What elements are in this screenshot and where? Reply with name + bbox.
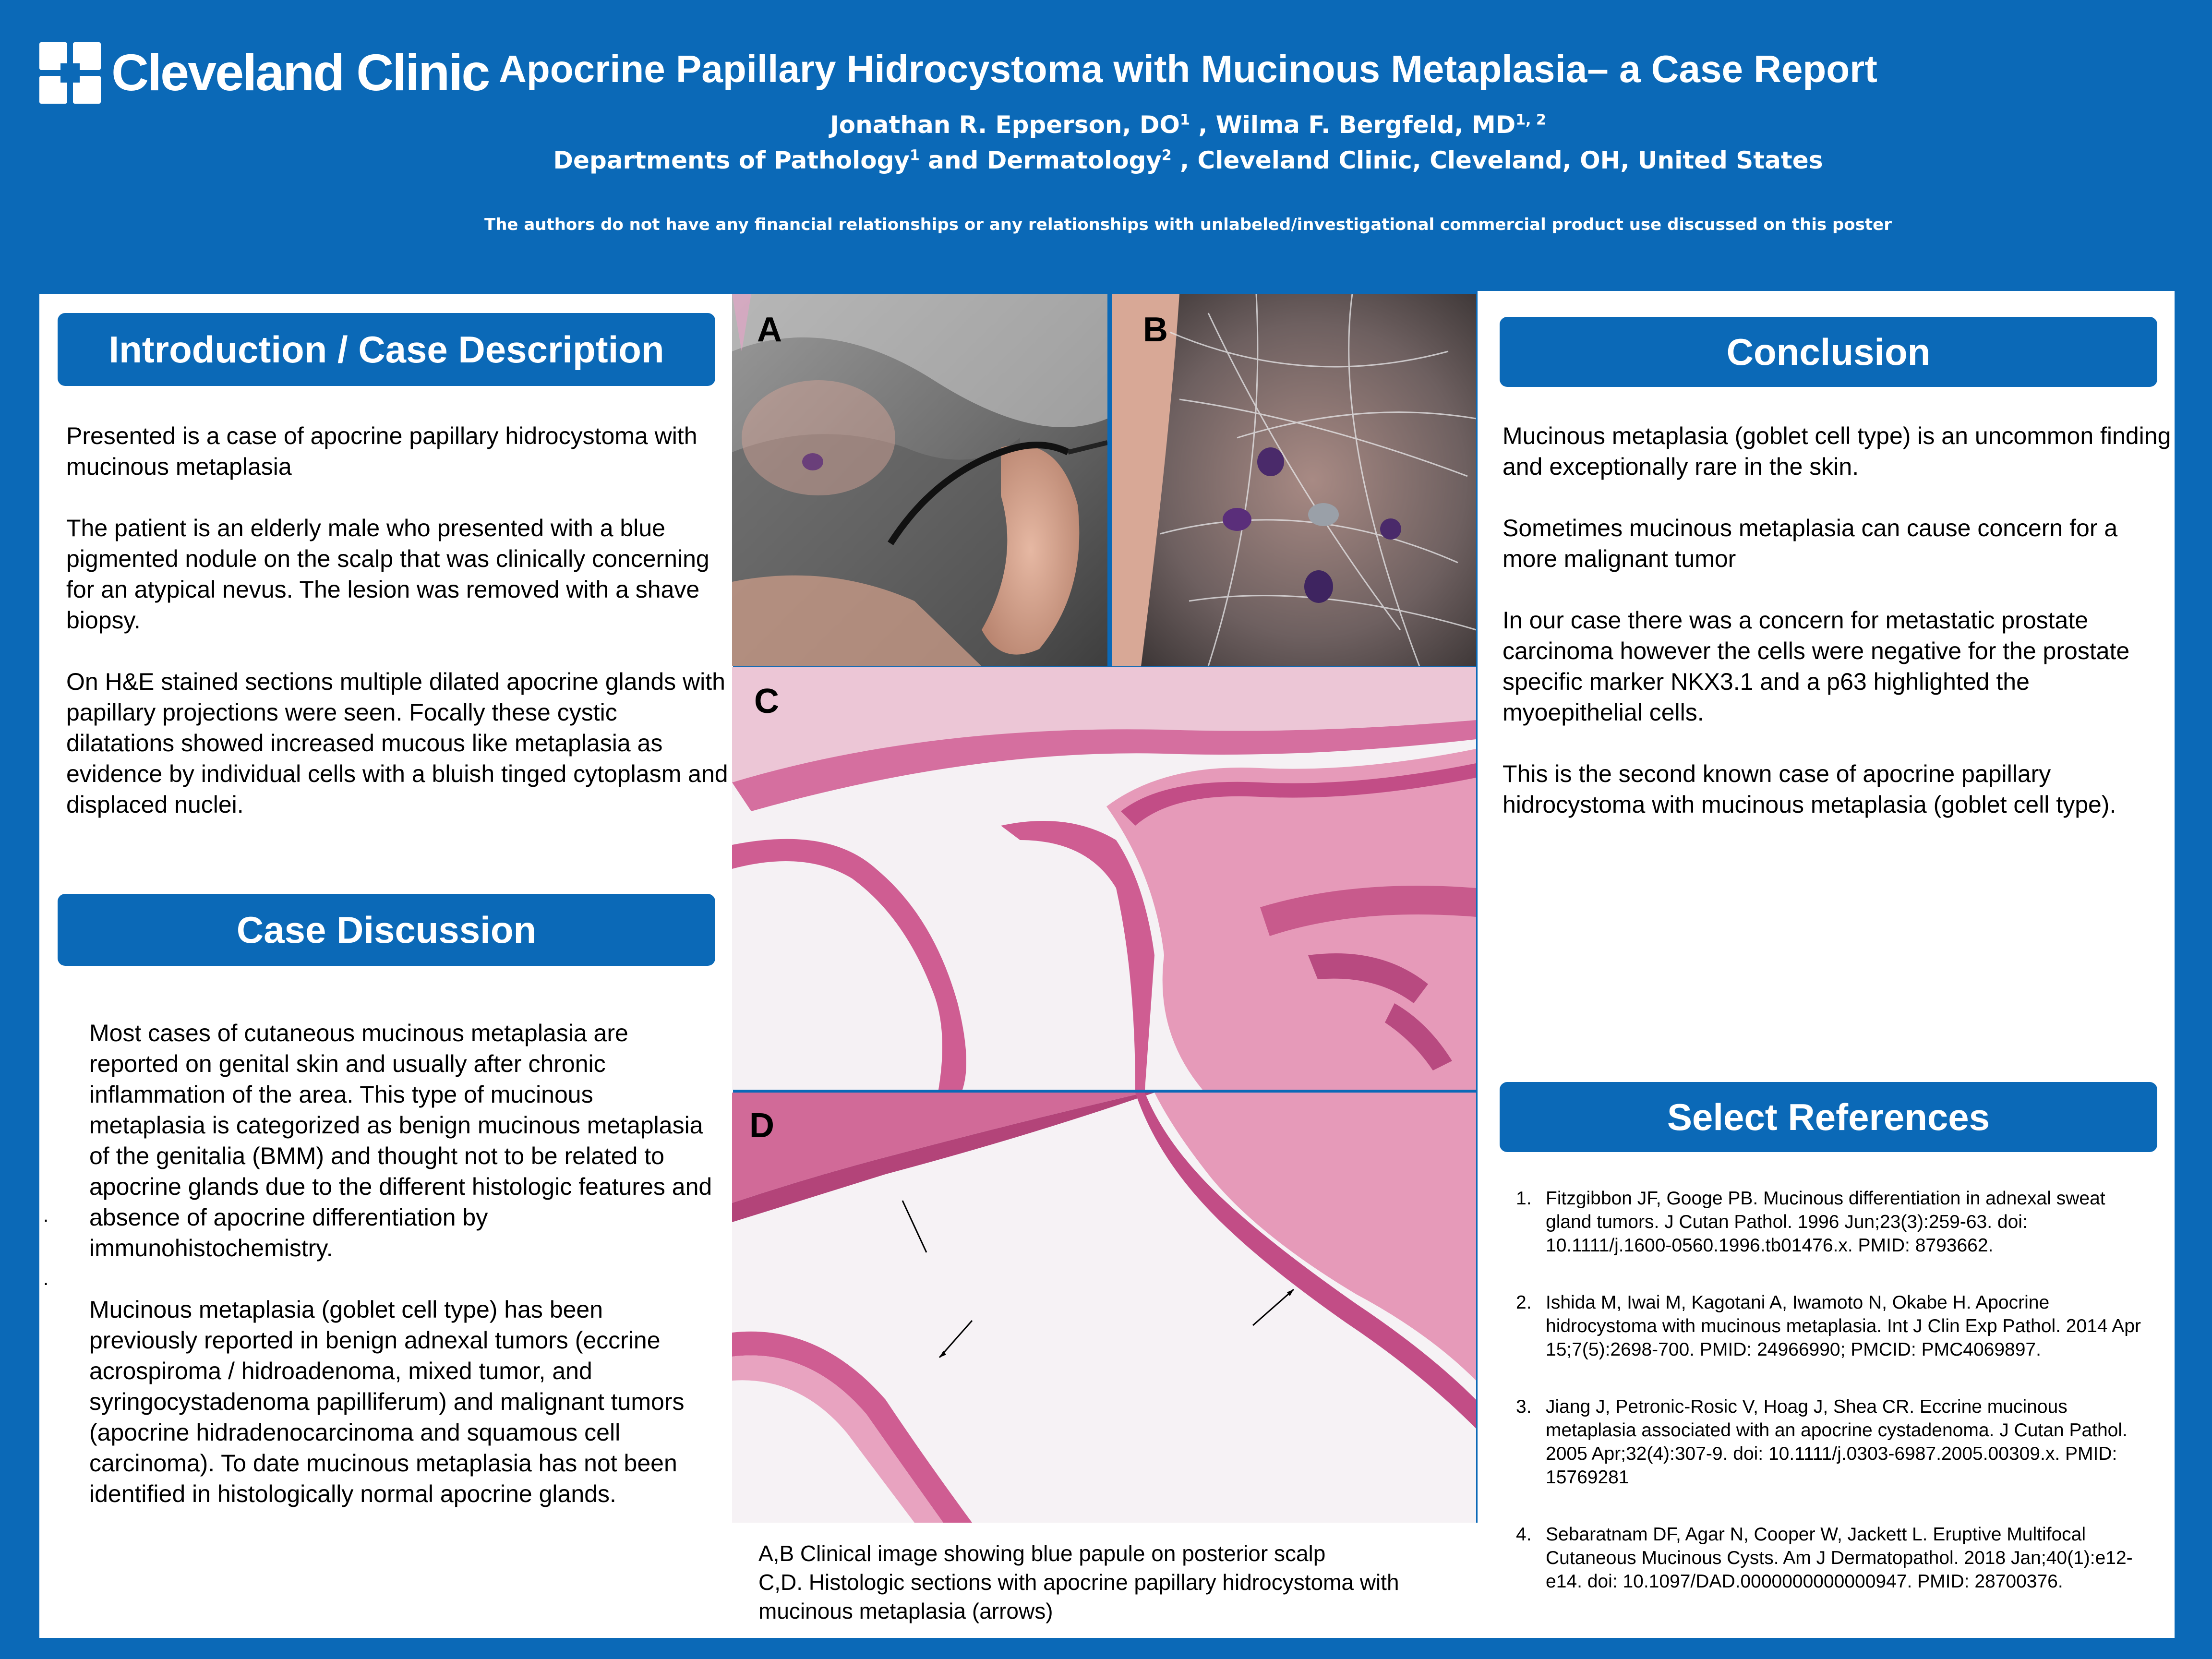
stray-dot-1: .: [43, 1205, 49, 1226]
references-heading: Select References: [1500, 1082, 2157, 1152]
dept-pathology-sup: 1: [910, 147, 920, 164]
author-separator: ,: [1190, 111, 1216, 139]
figure-caption: [758, 1539, 1469, 1625]
conclusion-paragraph-2: Sometimes mucinous metaplasia can cause concern for a more malignant tumor: [1503, 515, 2118, 572]
conclusion-paragraph-4: This is the second known case of apocrine papillary hidrocystoma with mucinous metaplasia (goblet cell type).: [1503, 760, 2116, 818]
reference-item: 4. Sebaratnam DF, Agar N, Cooper W, Jackett L. Eruptive Multifocal Cutaneous Mucinous Cysts. Am J Dermatopathol. 2018 Jan;40(1):e12-e14. doi: 10.1097/DAD.0000000000000947. PMID: 28700376.: [1516, 1524, 2133, 1592]
cleveland-clinic-logo-icon: [39, 42, 101, 104]
author-2: Wilma F. Bergfeld, MD: [1215, 111, 1516, 139]
references-list: [1516, 1187, 2154, 1627]
author-2-affiliation: 1, 2: [1515, 111, 1546, 129]
author-1-affiliation: 1: [1179, 111, 1190, 129]
histology-section-d-icon: [732, 1093, 1476, 1523]
author-1: Jonathan R. Epperson, DO: [830, 111, 1180, 139]
right-column: [1478, 291, 2175, 1638]
discussion-body: [89, 1018, 713, 1540]
conclusion-paragraph-3: In our case there was a concern for metastatic prostate carcinoma however the cells were negative for the prostate specific marker NKX3.1 and a p63 highlighted the myoepithelial cells.: [1503, 607, 2130, 726]
dept-dermatology: and Dermatology: [919, 146, 1162, 174]
intro-paragraph-1: Presented is a case of apocrine papillary hidrocystoma with mucinous metaplasia: [66, 422, 697, 480]
conclusion-heading: Conclusion: [1500, 317, 2157, 387]
reference-item: 1. Fitzgibbon JF, Googe PB. Mucinous differentiation in adnexal sweat gland tumors. J Cutan Pathol. 1996 Jun;23(3):259-63. doi: 10.1111/j.1600-0560.1996.tb01476.x. PMID: 8793662.: [1516, 1188, 2105, 1256]
dept-dermatology-sup: 2: [1161, 147, 1172, 164]
scalp-closeup-photo-b-icon: [1112, 294, 1476, 666]
reference-item: 3. Jiang J, Petronic-Rosic V, Hoag J, Shea CR. Eccrine mucinous metaplasia associated with an apocrine cystadenoma. J Cutan Pathol. 2005 Apr;32(4):307-9. doi: 10.1111/j.0303-6987.2005.00309.x. PMID: 15769281: [1516, 1396, 2128, 1488]
figure-label-c: C: [754, 682, 779, 721]
dept-pathology: Departments of Pathology: [553, 146, 910, 174]
left-column: [39, 294, 733, 1638]
discussion-paragraph-2: Mucinous metaplasia (goblet cell type) has been previously reported in benign adnexal tumors (eccrine acrospiroma / hidroadenoma, mixed tumor, and syringocystadenoma papilliferum) and malignant tumors (apocrine hidradenocarcinoma and squamous cell carcinoma). To date mucinous metaplasia has not been identified in histologically normal apocrine glands.: [89, 1296, 685, 1507]
conclusion-body: [1503, 421, 2172, 851]
caption-line-2: C,D. Histologic sections with apocrine papillary hidrocystoma with mucinous metaplasia (arrows): [758, 1570, 1399, 1623]
figure-label-d: D: [749, 1106, 774, 1145]
discussion-paragraph-1: Most cases of cutaneous mucinous metaplasia are reported on genital skin and usually after chronic inflammation of the area. This type of mucinous metaplasia is categorized as benign mucinous metaplasia of the genitalia (BMM) and thought not to be related to apocrine glands due to the different histologic features and absence of apocrine differentiation by immunohistochemistry.: [89, 1020, 712, 1262]
intro-paragraph-2: The patient is an elderly male who presented with a blue pigmented nodule on the scalp that was clinically concerning for an atypical nevus. The lesion was removed with a shave biopsy.: [66, 515, 709, 634]
histology-image-c: [732, 667, 1476, 1090]
scalp-ear-photo-a-icon: [732, 294, 1107, 666]
clinical-photo-b: [1112, 294, 1476, 666]
histology-image-d: [732, 1093, 1476, 1523]
poster-title: Apocrine Papillary Hidrocystoma with Mucinous Metaplasia– a Case Report: [499, 48, 1877, 90]
figure-label-b: B: [1143, 311, 1168, 349]
clinical-photo-a: [732, 294, 1107, 666]
figure-label-a: A: [757, 311, 782, 349]
logo-text: Cleveland Clinic: [111, 43, 489, 101]
reference-item: 2. Ishida M, Iwai M, Kagotani A, Iwamoto N, Okabe H. Apocrine hidrocystoma with mucinous metaplasia. Int J Clin Exp Pathol. 2014 Apr 15;7(5):2698-700. PMID: 24966990; PMCID: PMC4069897.: [1516, 1292, 2141, 1360]
stray-dot-2: .: [43, 1268, 49, 1289]
conclusion-paragraph-1: Mucinous metaplasia (goblet cell type) is an uncommon finding and exceptionally rare in the skin.: [1503, 422, 2171, 480]
departments-line: [456, 145, 1920, 176]
discussion-heading: Case Discussion: [58, 894, 715, 966]
authors-line: [456, 109, 1920, 140]
intro-heading: Introduction / Case Description: [58, 313, 715, 386]
intro-paragraph-3: On H&E stained sections multiple dilated apocrine glands with papillary projections were seen. Focally these cystic dilatations showed increased mucous like metaplasia as evidence by individual cells with a bluish tinged cytoplasm and displaced nuclei.: [66, 668, 728, 818]
histology-section-c-icon: [732, 667, 1476, 1090]
intro-body: [66, 421, 729, 851]
caption-line-1: A,B Clinical image showing blue papule on posterior scalp: [758, 1541, 1326, 1566]
dept-location: , Cleveland Clinic, Cleveland, OH, United States: [1171, 146, 1823, 174]
disclosure-statement: The authors do not have any financial relationships or any relationships with unlabeled/investigational commercial product use discussed on this poster: [484, 215, 1892, 234]
